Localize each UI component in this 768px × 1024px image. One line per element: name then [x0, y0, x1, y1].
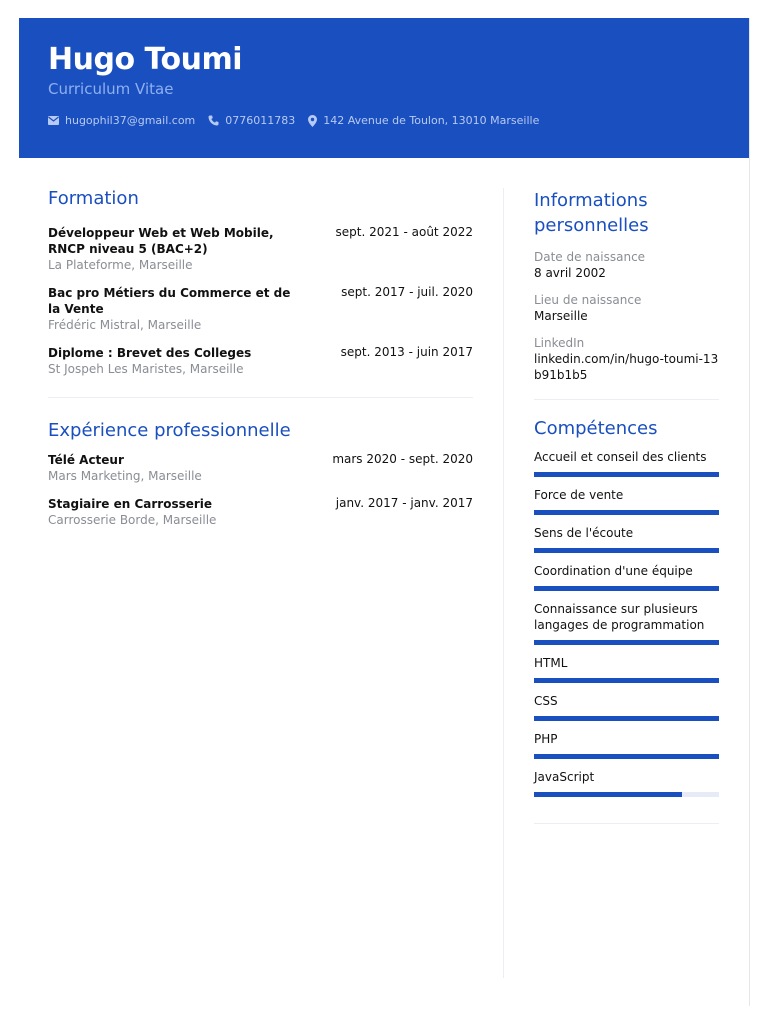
entry-title: Télé Acteur — [48, 453, 124, 467]
skill-level-fill — [534, 716, 719, 721]
entry-date: janv. 2017 - janv. 2017 — [335, 496, 473, 510]
document-subtitle: Curriculum Vitae — [48, 80, 174, 98]
skill-bar — [534, 678, 719, 683]
skill-level-fill — [534, 640, 719, 645]
skill-name: HTML — [534, 656, 568, 670]
entry-title: Développeur Web et Web Mobile, RNCP niveau 5 (BAC+2) — [48, 226, 274, 256]
entry-title: Stagiaire en Carrosserie — [48, 497, 213, 511]
contact-phone[interactable] — [208, 114, 295, 127]
entry-title: Diplome : Brevet des Colleges — [48, 346, 252, 360]
entry-date: sept. 2021 - août 2022 — [335, 225, 473, 239]
skill-bar — [534, 640, 719, 645]
personal-info-title: Informations personnelles — [534, 190, 649, 236]
experience-entry — [48, 496, 473, 528]
entry-title: Bac pro Métiers du Commerce et de la Vente — [48, 286, 291, 316]
skill-name: Force de vente — [534, 488, 624, 502]
entry-place: Frédéric Mistral, Marseille — [48, 318, 202, 332]
skill-name: Accueil et conseil des clients — [534, 450, 707, 464]
skill-item — [534, 449, 719, 477]
entry-date: sept. 2017 - juil. 2020 — [341, 285, 473, 299]
entry-place: La Plateforme, Marseille — [48, 258, 193, 272]
formation-title: Formation — [48, 188, 139, 209]
skill-item — [534, 563, 719, 591]
skill-level-fill — [534, 754, 719, 759]
skill-level-fill — [534, 510, 719, 515]
skill-name: Coordination d'une équipe — [534, 564, 693, 578]
formation-entry — [48, 345, 473, 377]
contact-email[interactable] — [48, 114, 195, 127]
skill-item — [534, 601, 719, 645]
experience-title: Expérience professionnelle — [48, 420, 291, 441]
skill-bar — [534, 548, 719, 553]
main-column — [48, 188, 473, 540]
email-text: hugophil37@gmail.com — [65, 114, 196, 127]
skill-item — [534, 655, 719, 683]
skill-bar — [534, 510, 719, 515]
phone-text: 0776011783 — [225, 114, 296, 127]
contact-address — [308, 114, 539, 127]
skill-item — [534, 693, 719, 721]
skill-item — [534, 525, 719, 553]
skills-title: Compétences — [534, 418, 658, 439]
skill-name: Connaissance sur plusieurs langages de programmation — [534, 602, 705, 632]
skill-bar — [534, 754, 719, 759]
birth-date-value: 8 avril 2002 — [534, 266, 606, 280]
skill-item — [534, 487, 719, 515]
address-text: 142 Avenue de Toulon, 13010 Marseille — [323, 114, 540, 127]
entry-place: Carrosserie Borde, Marseille — [48, 513, 217, 527]
cv-page — [19, 18, 750, 1006]
skill-item — [534, 731, 719, 759]
skill-level-fill — [534, 792, 682, 797]
skill-level-fill — [534, 586, 719, 591]
skill-name: PHP — [534, 732, 558, 746]
contact-bar — [48, 114, 552, 127]
experience-entry — [48, 452, 473, 484]
skill-bar — [534, 792, 719, 797]
linkedin-label: LinkedIn — [534, 336, 585, 350]
section-divider — [48, 397, 473, 398]
skill-level-fill — [534, 472, 719, 477]
birth-place-label: Lieu de naissance — [534, 293, 642, 307]
formation-entry — [48, 225, 473, 273]
formation-entry — [48, 285, 473, 333]
birth-date-label: Date de naissance — [534, 250, 646, 264]
section-divider — [534, 399, 719, 400]
skill-level-fill — [534, 548, 719, 553]
side-column — [534, 188, 719, 842]
skill-bar — [534, 472, 719, 477]
skill-level-fill — [534, 678, 719, 683]
map-pin-icon — [308, 115, 317, 127]
person-name: Hugo Toumi — [48, 42, 242, 77]
section-divider — [534, 823, 719, 824]
entry-place: Mars Marketing, Marseille — [48, 469, 202, 483]
entry-date: sept. 2013 - juin 2017 — [340, 345, 473, 359]
linkedin-link[interactable]: linkedin.com/in/hugo-toumi-13b91b1b5 — [534, 352, 719, 382]
envelope-icon — [48, 116, 59, 125]
cv-header — [19, 18, 749, 158]
skill-name: JavaScript — [534, 770, 595, 784]
phone-icon — [208, 115, 219, 126]
skill-name: CSS — [534, 694, 558, 708]
entry-place: St Jospeh Les Maristes, Marseille — [48, 362, 244, 376]
skill-bar — [534, 586, 719, 591]
skill-bar — [534, 716, 719, 721]
skills-list — [534, 449, 719, 797]
skill-item — [534, 769, 719, 797]
column-divider — [503, 188, 504, 978]
entry-date: mars 2020 - sept. 2020 — [332, 452, 473, 466]
skill-name: Sens de l'écoute — [534, 526, 634, 540]
birth-place-value: Marseille — [534, 309, 588, 323]
